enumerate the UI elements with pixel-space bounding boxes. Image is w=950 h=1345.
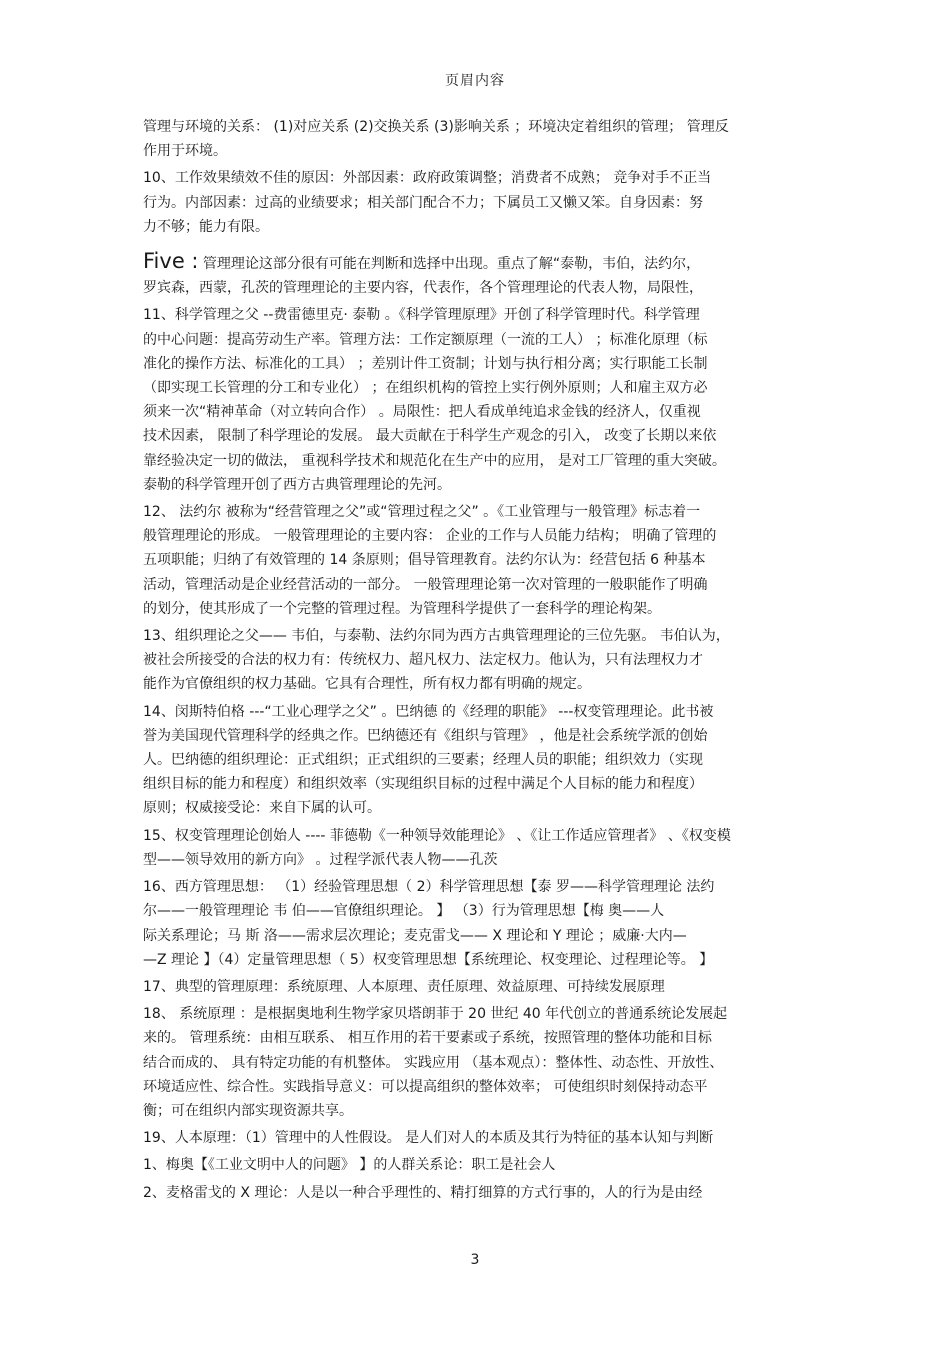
paragraph-line: 际关系理论；马 斯 洛——需求层次理论；麦克雷戈—— X 理论和 Y 理论 ；威廉·大内— — [143, 927, 687, 944]
paragraph-line: 17、典型的管理原理：系统原理、人本原理、责任原理、效益原理、可持续发展原理 — [143, 978, 665, 995]
paragraph-line: 18、 系统原理 ：是根据奥地利生物学家贝塔朗菲于 20 世纪 40 年代创立的普通系统论发展起 — [143, 1006, 728, 1023]
paragraph-line: 靠经验决定一切的做法， 重视科学技术和规范化在生产中的应用， 是对工厂管理的重大突破。 — [143, 452, 726, 469]
paragraph-line: 14、闵斯特伯格 ---“工业心理学之父” 。巴纳德 的《经理的职能》 ---权变管理理论。此书被 — [143, 703, 714, 720]
paragraph-line: 衡；可在组织内部实现资源共享。 — [143, 1102, 353, 1119]
paragraph-line: 尔——一般管理理论 韦 伯——官僚组织理论。 】 （3）行为管理思想【梅 奥——人 — [143, 903, 665, 920]
paragraph-line: 的划分，使其形成了一个完整的管理过程。为管理科学提供了一套科学的理论构架。 — [143, 600, 661, 617]
five-section-intro — [143, 249, 809, 300]
paragraph-p16 — [143, 875, 809, 972]
paragraph-line: 12、 法约尔 被称为“经营管理之父”或“管理过程之父” 。《工业管理与一般管理》标志着一 — [143, 504, 701, 521]
five-label: Five : — [143, 249, 199, 274]
paragraph-p19-2 — [143, 1181, 809, 1205]
paragraph-line: 技术因素， 限制了科学理论的发展。 最大贡献在于科学生产观念的引入， 改变了长期以来依 — [143, 428, 717, 445]
paragraph-p19-1 — [143, 1153, 809, 1177]
paragraph-line: 19、人本原理：（1）管理中的人性假设。 是人们对人的本质及其行为特征的基本认知与判断 — [143, 1130, 714, 1147]
paragraph-p17 — [143, 975, 809, 999]
paragraph-line: 1、梅奥【《工业文明中人的问题》 】的人群关系论：职工是社会人 — [143, 1157, 556, 1174]
paragraph-line: 来的。 管理系统：由相互联系、 相互作用的若干要素或子系统，按照管理的整体功能和目标 — [143, 1030, 712, 1047]
document-body — [143, 115, 809, 1208]
five-line: 管理理论这部分很有可能在判断和选择中出现。重点了解“泰勒，韦伯，法约尔， — [198, 256, 701, 273]
paragraph-line: 13、组织理论之父—— 韦伯，与泰勒、法约尔同为西方古典管理理论的三位先驱。 韦伯认为， — [143, 628, 730, 645]
paragraph-line: 泰勒的科学管理开创了西方古典管理理论的先河。 — [143, 476, 451, 493]
paragraph-p14 — [143, 700, 809, 821]
paragraph-line: 11、科学管理之父 --费雷德里克· 泰勒 。《科学管理原理》开创了科学管理时代。科学管理 — [143, 307, 700, 324]
paragraph-p13 — [143, 624, 809, 697]
paragraph-line: 2、麦格雷戈的 X 理论：人是以一种合乎理性的、精打细算的方式行事的，人的行为是由经 — [143, 1184, 703, 1201]
paragraph-p12 — [143, 500, 809, 621]
paragraph-line: 被社会所接受的合法的权力有：传统权力、超凡权力、法定权力。他认为，只有法理权力才 — [143, 652, 703, 669]
paragraph-line: 活动，管理活动是企业经营活动的一部分。 一般管理理论第一次对管理的一般职能作了明确 — [143, 576, 708, 593]
paragraph-line: 型——领导效用的新方向》 。过程学派代表人物——孔茨 — [143, 851, 498, 868]
paragraph-line: 准化的操作方法、标准化的工具） ；差别计件工资制；计划与执行相分离；实行职能工长制 — [143, 355, 708, 372]
paragraph-line: 五项职能；归纳了有效管理的 14 条原则；倡导管理教育。法约尔认为：经营包括 6 种基本 — [143, 552, 706, 569]
paragraph-p19 — [143, 1126, 809, 1150]
paragraph-line: 力不够；能力有限。 — [143, 218, 269, 235]
paragraph-line: 10、工作效果绩效不佳的原因：外部因素：政府政策调整；消费者不成熟； 竞争对手不正当 — [143, 170, 712, 187]
paragraph-line: 作用于环境。 — [143, 143, 227, 160]
paragraph-p-env — [143, 115, 809, 163]
paragraph-line: 誉为美国现代管理科学的经典之作。巴纳德还有《组织与管理》 ，他是社会系统学派的创始 — [143, 727, 708, 744]
paragraph-p15 — [143, 824, 809, 872]
paragraph-line: 管理与环境的关系： (1)对应关系 (2)交换关系 (3)影响关系 ；环境决定着组织的管理； 管理反 — [143, 119, 729, 135]
paragraph-line: 组织目标的能力和程度）和组织效率（实现组织目标的过程中满足个人目标的能力和程度） — [143, 776, 703, 793]
page-header: 页眉内容 — [445, 73, 505, 89]
paragraph-line: 结合而成的、 具有特定功能的有机整体。 实践应用 （基本观点）：整体性、动态性、开放性、 — [143, 1054, 724, 1071]
paragraph-line: （即实现工长管理的分工和专业化） ；在组织机构的管控上实行例外原则；人和雇主双方必 — [143, 380, 708, 397]
paragraph-line: —Z 理论 】（4）定量管理思想（ 5）权变管理思想【系统理论、权变理论、过程理论等。 】 — [143, 951, 714, 968]
paragraph-line: 原则；权威接受论：来自下属的认可。 — [143, 800, 381, 817]
paragraph-p18 — [143, 1002, 809, 1123]
paragraph-line: 行为。内部因素：过高的业绩要求；相关部门配合不力；下属员工又懒又笨。自身因素：努 — [143, 194, 703, 211]
paragraph-line: 须来一次“精神革命（对立转向合作） 。局限性：把人看成单纯追求金钱的经济人，仅重视 — [143, 404, 701, 421]
paragraph-line: 人。巴纳德的组织理论：正式组织；正式组织的三要素；经理人员的职能；组织效力（实现 — [143, 752, 703, 769]
paragraph-p10 — [143, 166, 809, 239]
paragraph-p11 — [143, 303, 809, 497]
paragraph-line: 15、权变管理理论创始人 ---- 菲德勒《一种领导效能理论》 、《让工作适应管理者》 、《权变模 — [143, 827, 731, 844]
paragraph-line: 的中心问题：提高劳动生产率。管理方法：工作定额原理（一流的工人） ；标准化原理（标 — [143, 331, 708, 348]
five-line: 罗宾森，西蒙，孔茨的管理理论的主要内容，代表作，各个管理理论的代表人物，局限性， — [143, 280, 703, 297]
page-number: 3 — [470, 1252, 480, 1268]
paragraph-line: 能作为官僚组织的权力基础。它具有合理性，所有权力都有明确的规定。 — [143, 676, 591, 693]
paragraph-line: 16、西方管理思想： （1）经验管理思想（ 2）科学管理思想【泰 罗——科学管理理论 法约 — [143, 879, 715, 896]
paragraph-line: 般管理理论的形成。 一般管理理论的主要内容： 企业的工作与人员能力结构； 明确了管理的 — [143, 528, 717, 545]
paragraph-line: 环境适应性、综合性。实践指导意义：可以提高组织的整体效率； 可使组织时刻保持动态平 — [143, 1078, 708, 1095]
